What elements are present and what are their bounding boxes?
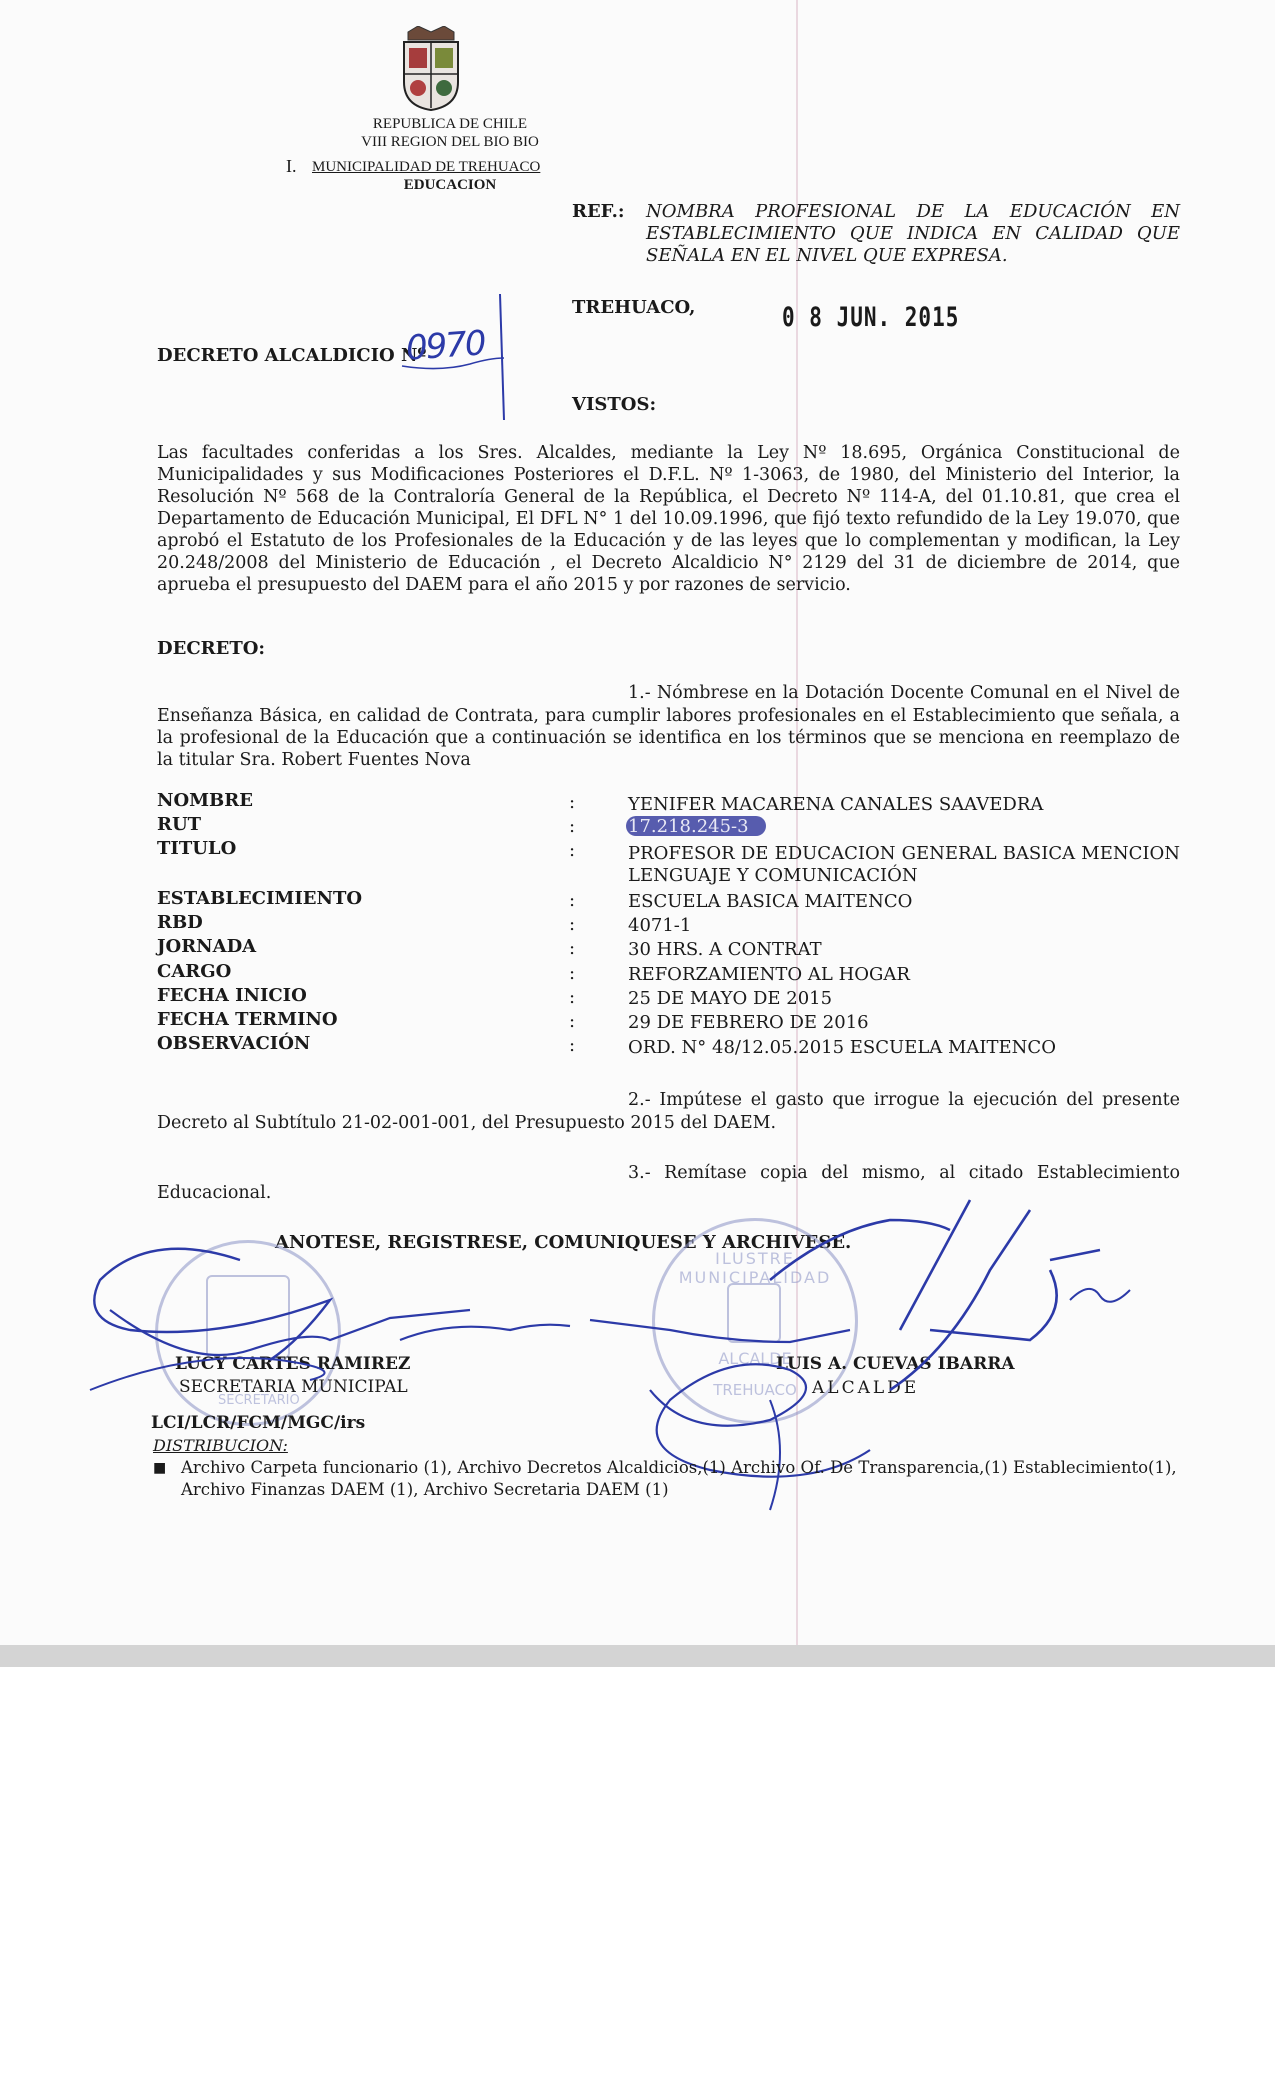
item2-paragraph: Decreto al Subtítulo 21-02-001-001, del Presupuesto 2015 del DAEM.	[157, 1113, 777, 1133]
field-label-titulo: TITULO	[157, 838, 237, 859]
field-colon: :	[569, 890, 576, 911]
decree-number-handwritten: 0970	[404, 323, 486, 369]
alcalde-stamp-bottom: TREHUACO	[713, 1381, 797, 1399]
field-value-fecha-inicio: 25 DE MAYO DE 2015	[628, 988, 833, 1009]
field-label-rut: RUT	[157, 814, 202, 835]
header-municipality: MUNICIPALIDAD DE TREHUACO	[312, 159, 541, 175]
initials: LCI/LCR/FCM/MGC/irs	[151, 1413, 366, 1433]
right-signatory-name: LUIS A. CUEVAS IBARRA	[776, 1354, 1015, 1374]
alcalde-stamp-center: ALCALDE	[718, 1349, 792, 1368]
vistos-paragraph: Las facultades conferidas a los Sres. Alcaldes, mediante la Ley Nº 18.695, Orgánica Constitucional de Municipalidades y sus Modificaciones Posteriores el D.F.L. Nº 1-3063, de 1980, del Ministerio del Interior, la Resolución Nº 568 de la Contraloría General de la República, el Decreto Nº 114-A, del 01.10.81, que crea el Departamento de Educación Municipal, El DFL N° 1 del 10.09.1996, que fijó texto refundido de la Ley 19.070, que aprobó el Estatuto de los Profesionales de la Educación y de las leyes que lo complementan y modifican, la Ley 20.248/2008 del Ministerio de Educación , el Decreto Alcaldicio N° 2129 del 31 de diciembre de 2014, que aprueba el presupuesto del DAEM para el año 2015 y por razones de servicio.	[157, 443, 1180, 595]
field-label-nombre: NOMBRE	[157, 790, 253, 811]
field-value-observacion: ORD. N° 48/12.05.2015 ESCUELA MAITENCO	[628, 1037, 1056, 1058]
decree-label: DECRETO ALCALDICIO Nº	[157, 345, 427, 366]
field-colon: :	[569, 1035, 576, 1056]
field-value-cargo: REFORZAMIENTO AL HOGAR	[628, 964, 910, 985]
item1-paragraph: Enseñanza Básica, en calidad de Contrata, para cumplir labores profesionales en el Establecimiento que señala, a la profesional de la Educación que a continuación se identifica en los términos que se menciona en reemplazo de la titular Sra. Robert Fuentes Nova	[157, 706, 1180, 770]
field-value-jornada: 30 HRS. A CONTRAT	[628, 939, 822, 960]
field-label-cargo: CARGO	[157, 961, 232, 982]
municipal-coat-of-arms	[398, 26, 464, 112]
field-label-rbd: RBD	[157, 912, 203, 933]
header-region: VIII REGION DEL BIO BIO	[361, 134, 539, 150]
field-value-rbd: 4071-1	[628, 915, 692, 936]
distribution-bullet: ■	[153, 1460, 167, 1476]
closing-formula: ANOTESE, REGISTRESE, COMUNIQUESE Y ARCHIVESE.	[275, 1232, 852, 1253]
item3-first-line: 3.- Remítase copia del mismo, al citado Establecimiento	[628, 1163, 1180, 1183]
header-department: EDUCACION	[403, 177, 497, 193]
distribution-heading: DISTRIBUCION:	[153, 1436, 288, 1455]
header-prefix: I.	[286, 156, 297, 176]
field-colon: :	[569, 938, 576, 959]
distribution-list: Archivo Carpeta funcionario (1), Archivo Decretos Alcaldicios,(1) Archivo Of. De Transparencia,(1) Establecimiento(1), Archivo Finanzas DAEM (1), Archivo Secretaria DAEM (1)	[181, 1458, 1177, 1499]
field-colon: :	[569, 1011, 576, 1032]
field-colon: :	[569, 963, 576, 984]
ref-label: REF.:	[572, 201, 625, 222]
scan-edge	[0, 1645, 1275, 1667]
ref-text: NOMBRA PROFESIONAL DE LA EDUCACIÓN EN ESTABLECIMIENTO QUE INDICA EN CALIDAD QUE SEÑALA EN EL NIVEL QUE EXPRESA.	[646, 201, 1180, 266]
field-label-observacion: OBSERVACIÓN	[157, 1033, 311, 1054]
field-colon: :	[569, 816, 576, 837]
left-signatory-name: LUCY CARTES RAMIREZ	[175, 1354, 411, 1374]
left-signatory-title: SECRETARIA MUNICIPAL	[179, 1377, 408, 1397]
field-value-establecimiento: ESCUELA BASICA MAITENCO	[628, 891, 913, 912]
item2-first-line: 2.- Impútese el gasto que irrogue la ejecución del presente	[628, 1090, 1180, 1110]
item1-first-line: 1.- Nómbrese en la Dotación Docente Comunal en el Nivel de	[628, 683, 1180, 703]
field-value-titulo: PROFESOR DE EDUCACION GENERAL BASICA MENCION LENGUAJE Y COMUNICACIÓN	[628, 843, 1180, 886]
alcalde-stamp-ring: ILUSTRE MUNICIPALIDAD	[678, 1249, 832, 1287]
field-label-jornada: JORNADA	[157, 936, 257, 957]
decree-number-strokes	[400, 292, 520, 422]
item3-paragraph: Educacional.	[157, 1183, 272, 1203]
field-colon: :	[569, 792, 576, 813]
date-stamp: 0 8 JUN. 2015	[782, 302, 960, 332]
field-label-establecimiento: ESTABLECIMIENTO	[157, 888, 363, 909]
field-label-fecha-inicio: FECHA INICIO	[157, 985, 307, 1006]
field-value-rut: 17.218.245-3	[628, 816, 749, 837]
decreto-heading: DECRETO:	[157, 638, 266, 659]
vistos-heading: VISTOS:	[572, 394, 657, 415]
secretaria-stamp-text: SECRETARIO	[218, 1393, 300, 1408]
place-label: TREHUACO,	[572, 297, 696, 318]
field-value-fecha-termino: 29 DE FEBRERO DE 2016	[628, 1012, 869, 1033]
right-signatory-title: ALCALDE	[812, 1378, 920, 1398]
field-colon: :	[569, 987, 576, 1008]
field-colon: :	[569, 914, 576, 935]
header-country: REPUBLICA DE CHILE	[372, 116, 528, 132]
field-colon: :	[569, 840, 576, 861]
field-value-nombre: YENIFER MACARENA CANALES SAAVEDRA	[628, 794, 1044, 815]
field-label-fecha-termino: FECHA TERMINO	[157, 1009, 338, 1030]
